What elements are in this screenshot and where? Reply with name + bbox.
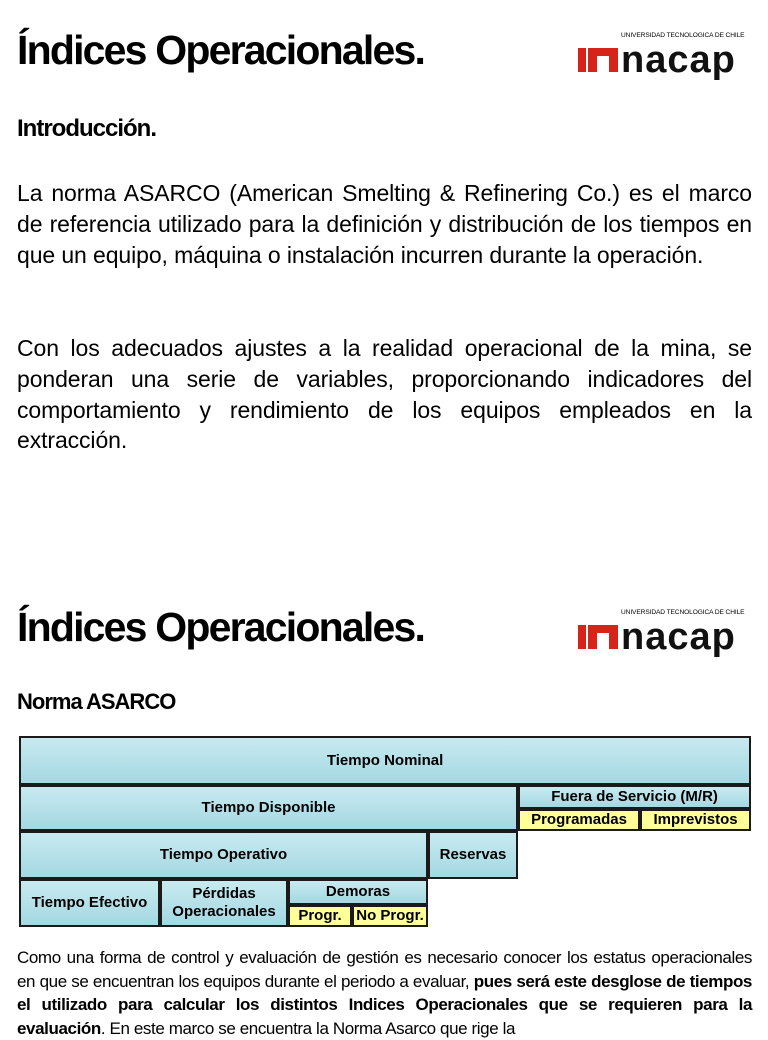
intro-paragraph-1: La norma ASARCO (American Smelting & Refinering Co.) es el marco de referencia utilizado para la definición y distribución de los tiempos en que un equipo, máquina o instalación incurren durante la operación. — [17, 180, 752, 268]
cell-progr: Progr. — [288, 905, 352, 927]
slide-title: Índices Operacionales. — [17, 604, 425, 650]
cell-tiempo-efectivo: Tiempo Efectivo — [19, 879, 160, 927]
logo-wordmark: nacap — [621, 42, 736, 81]
section-subtitle: Norma ASARCO — [17, 689, 176, 714]
cell-tiempo-disponible: Tiempo Disponible — [19, 785, 518, 831]
cell-fuera-de-servicio: Fuera de Servicio (M/R) — [518, 785, 751, 809]
slide-norma-asarco — [0, 575, 768, 1038]
section-subtitle: Introducción. — [17, 115, 156, 142]
logo-wordmark: nacap — [621, 619, 736, 658]
body-text-part-2: . En este marco se encuentra la Norma Asarco que rige la — [100, 1018, 516, 1038]
logo-university-label: UNIVERSIDAD TECNOLOGICA DE CHILE — [621, 32, 745, 39]
logo-university-label: UNIVERSIDAD TECNOLOGICA DE CHILE — [621, 609, 745, 616]
cell-reservas: Reservas — [428, 831, 518, 879]
cell-tiempo-nominal: Tiempo Nominal — [19, 736, 751, 785]
inacap-logo-mark — [578, 619, 758, 663]
intro-paragraph-2: Con los adecuados ajustes a la realidad operacional de la mina, se ponderan una serie de variables, proporcionando indicadores del comportamiento y rendimiento de los equipos empleados en la extracción. — [17, 335, 752, 454]
cell-demoras: Demoras — [288, 879, 428, 905]
table-empty-area — [428, 879, 751, 927]
cell-programadas: Programadas — [518, 809, 640, 831]
asarco-time-breakdown-table — [19, 736, 751, 927]
inacap-logo-mark — [578, 42, 758, 86]
cell-imprevistos: Imprevistos — [640, 809, 751, 831]
cell-no-progr: No Progr. — [352, 905, 428, 927]
body-text-part-1: Como una forma de control y evaluación de gestión es necesario conocer los estatus operacionales en que se encuentran los equipos durante el periodo a evaluar, — [17, 948, 752, 991]
table-empty-area — [518, 831, 751, 879]
cell-tiempo-operativo: Tiempo Operativo — [19, 831, 428, 879]
cell-perdidas-operacionales: Pérdidas Operacionales — [160, 879, 288, 927]
body-text-bold: pues será este desglose de tiempos el utilizado para calcular los distintos Indices Operacionales que se requieren para la evaluación — [17, 971, 752, 1038]
inacap-logo — [576, 32, 758, 87]
inacap-logo — [576, 609, 758, 664]
body-paragraph — [17, 946, 752, 1040]
slide-title: Índices Operacionales. — [17, 27, 425, 73]
